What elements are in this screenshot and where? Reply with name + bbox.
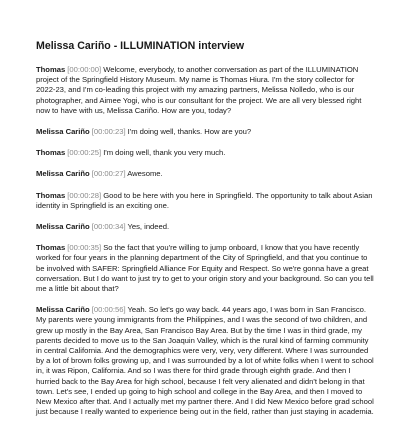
speaker-name: Thomas xyxy=(36,190,66,200)
turn-text: I'm doing well, thanks. How are you? xyxy=(125,127,252,137)
document-page xyxy=(36,40,374,428)
timestamp: [00:00:25] xyxy=(67,148,102,158)
timestamp: [00:00:00] xyxy=(67,65,102,74)
transcript-turn xyxy=(36,191,374,211)
transcript-turn xyxy=(36,243,374,294)
speaker-name: Melissa Cariño xyxy=(36,305,90,315)
timestamp: [00:00:27] xyxy=(91,169,126,179)
transcript-turn xyxy=(36,222,374,232)
speaker-name: Melissa Cariño xyxy=(36,222,90,232)
turn-text: Awesome. xyxy=(125,169,163,179)
turn-text: Welcome, everybody, to another conversation as part of the ILLUMINATION project of the Springfield History Museum. My name is Thomas Hiura. I'm the story collector for 2022-23, and I'm co-leading this project with my amazing partners, Melissa Nolledo, who is our photographer, and Aimee Yogi, who is our consultant for the project. We are all very blessed right now to have with us, Melissa Cariño. How are you, today? xyxy=(36,65,362,115)
transcript-turn xyxy=(36,148,374,158)
timestamp: [00:00:34] xyxy=(91,222,126,232)
transcript-turn xyxy=(36,305,374,417)
transcript-turn xyxy=(36,169,374,179)
timestamp: [00:00:23] xyxy=(91,127,126,137)
timestamp: [00:00:56] xyxy=(91,305,126,315)
speaker-name: Thomas xyxy=(36,65,66,74)
timestamp: [00:00:28] xyxy=(67,190,102,200)
transcript-turn xyxy=(36,127,374,137)
turn-text: Yes, indeed. xyxy=(125,222,170,232)
turn-text: Good to be here with you here in Springfield. The opportunity to talk about Asian identity in Springfield is an exciting one. xyxy=(36,190,373,210)
turn-text: So the fact that you're willing to jump onboard, I know that you have recently worked for four years in the planning department of the City of Springfield, and that you continue to be involved with SAFER: Springfield Alliance For Equity and Respect. So we're gonna have a great conversation. But I do want to just try to get to your origin story and your background. So can you tell me a little bit about that? xyxy=(36,243,374,294)
speaker-name: Melissa Cariño xyxy=(36,127,90,137)
speaker-name: Melissa Cariño xyxy=(36,169,90,179)
transcript-turn xyxy=(36,65,374,116)
speaker-name: Thomas xyxy=(36,243,66,253)
timestamp: [00:00:35] xyxy=(67,243,102,253)
speaker-name: Thomas xyxy=(36,148,66,158)
turn-text: Yeah. So let's go way back. 44 years ago, I was born in San Francisco. My parents were young immigrants from the Philippines, and I was the second of two children, and grew up mostly in the Bay Area, San Francisco Bay Area. But by the time I was in third grade, my parents decided to move us to the San Joaquin Valley, which is the rural kind of farming community in central California. And the demographics were very, very, very different. Where I was surrounded by a lot of brown folks growing up, and I was surrounded by a lot of white folks when I went to school in, it was Ripon, California. And so I was there for third grade through eighth grade. And then I hurried back to the Bay Area for high school, because I felt very alienated and didn't belong in that town. Let's see, I ended up going to high school and college in the Bay Area, and then I moved to New Mexico after that. And I actually met my partner there. And I did New Mexico before grad school just because I really wanted to experience being out in the field, rather than just staying in academia. xyxy=(36,305,374,417)
turn-text: I'm doing well, thank you very much. xyxy=(101,148,226,158)
document-title: Melissa Cariño - ILLUMINATION interview xyxy=(36,40,245,52)
